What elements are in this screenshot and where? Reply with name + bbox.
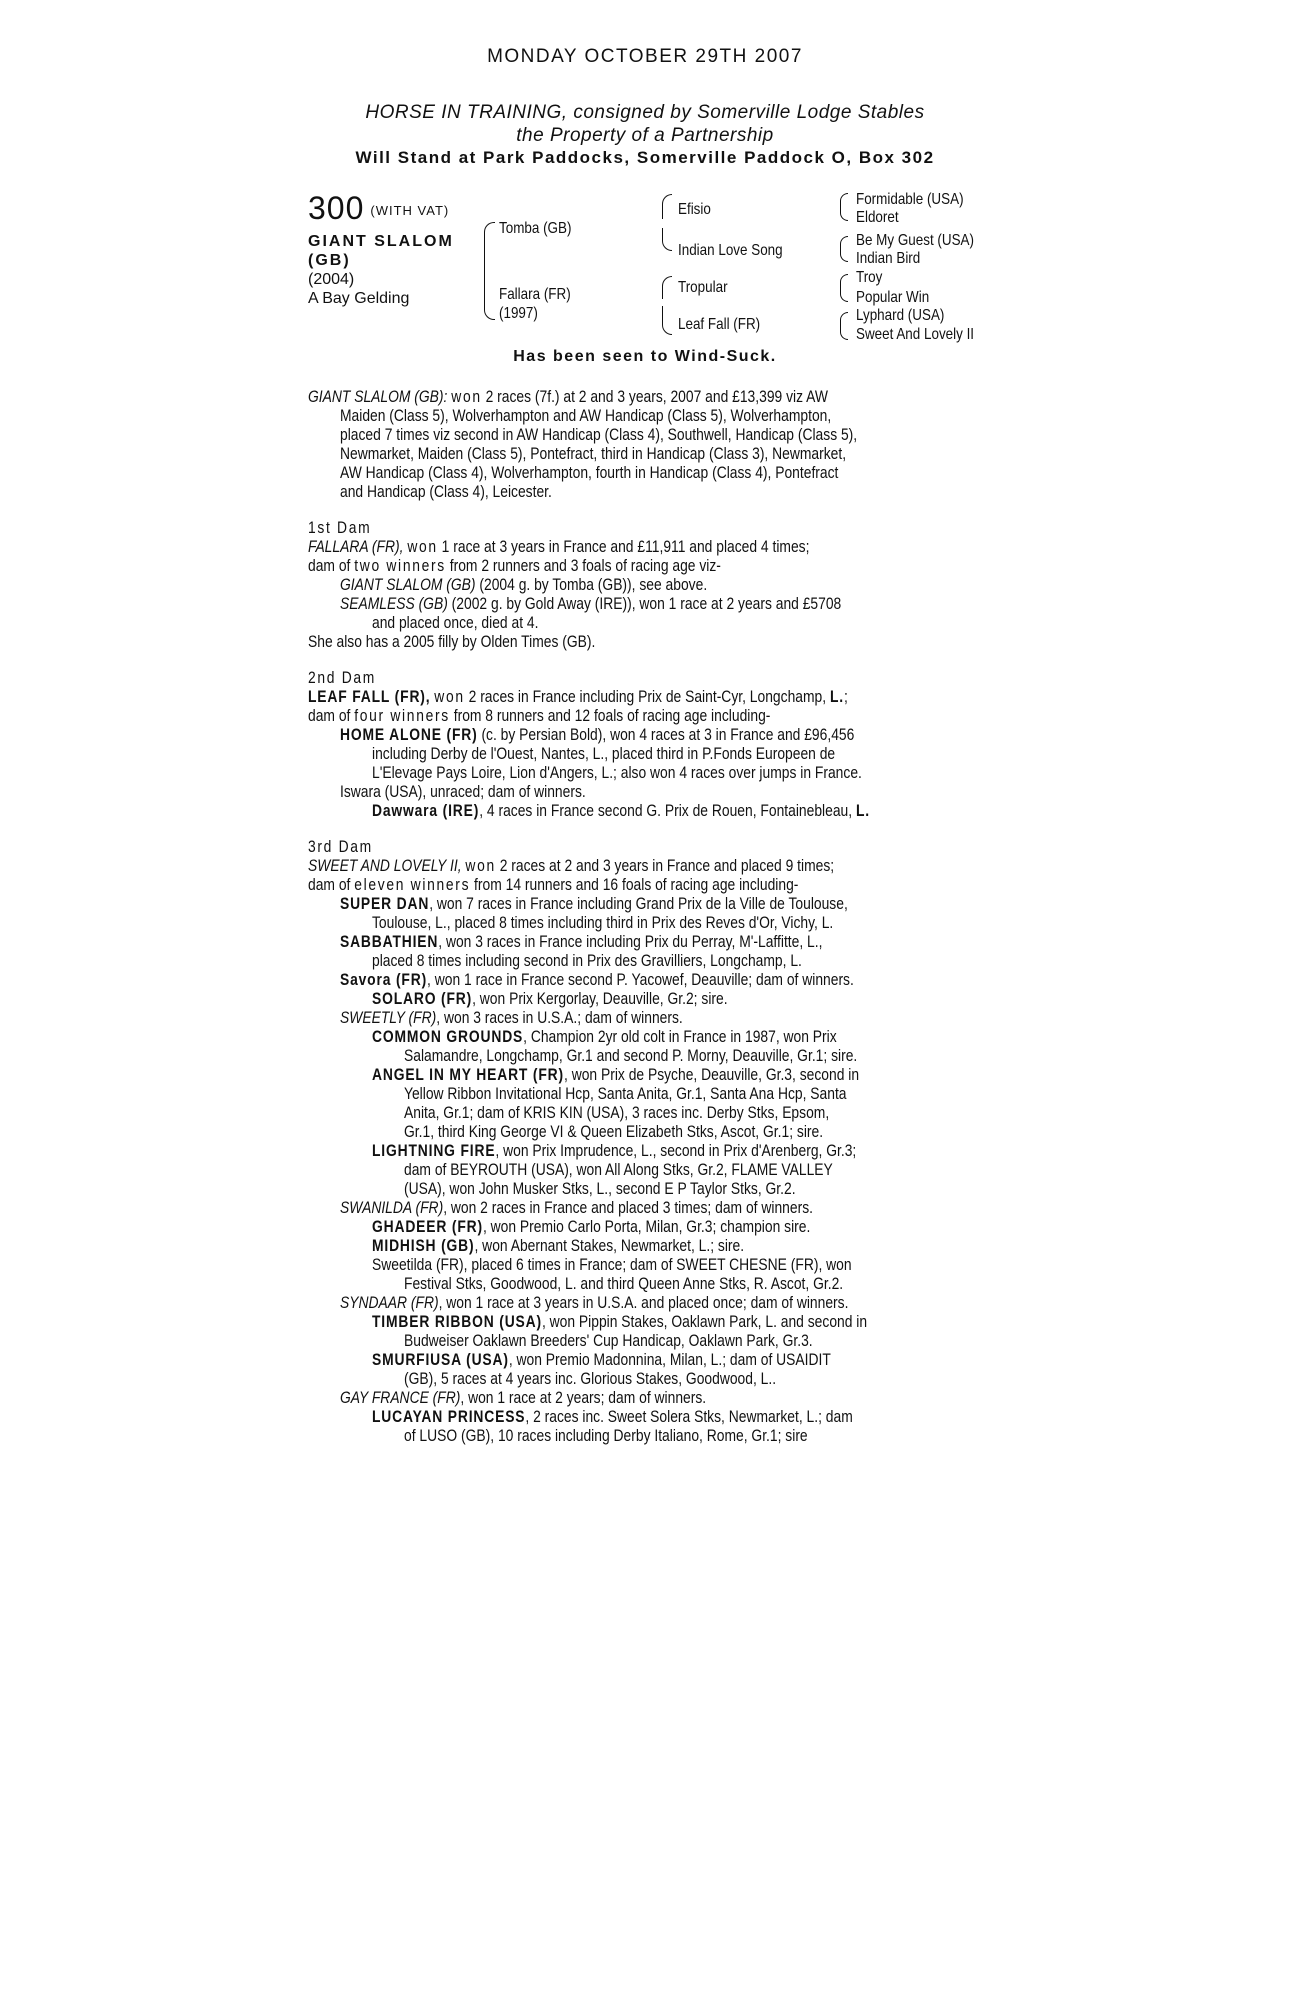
horse-name-bold: SMURFIUSA (USA)	[372, 1351, 509, 1369]
dam2-line: LEAF FALL (FR), won 2 races in France including Prix de Saint-Cyr, Longchamp, L.;	[308, 688, 848, 706]
dam3-line: SWEET AND LOVELY II, won 2 races at 2 and 3 years in France and placed 9 times;	[308, 857, 835, 875]
progeny-text: Sweetilda (FR), placed 6 times in France; dam of SWEET CHESNE (FR), won	[372, 1256, 852, 1274]
wind-suck-note: Has been seen to Wind-Suck.	[513, 348, 777, 365]
horse-name-bold: SOLARO (FR)	[372, 990, 473, 1008]
record-line: placed 7 times viz second in AW Handicap (Class 4), Southwell, Handicap (Class 5),	[340, 426, 858, 444]
horse-name-bold: LUCAYAN PRINCESS	[372, 1408, 526, 1426]
record-line: Newmarket, Maiden (Class 5), Pontefract, third in Handicap (Class 3), Newmarket,	[340, 445, 847, 463]
progeny-text: Toulouse, L., placed 8 times including third in Prix des Reves d'Or, Vichy, L.	[372, 914, 834, 932]
pedigree-bracket-ds	[840, 274, 848, 302]
pedigree-sire-dam: Indian Love Song	[678, 242, 783, 259]
pedigree-sds: Be My Guest (USA)	[856, 232, 975, 249]
dam3-progeny-line	[340, 1389, 928, 1408]
pedigree-dsd: Popular Win	[856, 289, 930, 306]
progeny-text: of LUSO (GB), 10 races including Derby Italiano, Rome, Gr.1; sire	[404, 1427, 808, 1445]
dam1-line: FALLARA (FR), won 1 race at 3 years in France and £11,911 and placed 4 times;	[308, 538, 810, 556]
dam2-line: dam of four winners from 8 runners and 12 foals of racing age including-	[308, 707, 771, 725]
progeny-text: dam of BEYROUTH (USA), won All Along Stks, Gr.2, FLAME VALLEY	[404, 1161, 833, 1179]
dam3-progeny-line	[372, 952, 960, 971]
horse-year: (2004)	[308, 271, 355, 288]
consignor-line: HORSE IN TRAINING, consigned by Somerville Lodge Stables	[365, 102, 925, 123]
location-line: Will Stand at Park Paddocks, Somerville Paddock O, Box 302	[355, 148, 935, 167]
progeny-text: , won 2 races in France and placed 3 times; dam of winners.	[443, 1199, 813, 1217]
dam3-progeny-line	[372, 1218, 960, 1237]
horse-name: GIANT SLALOM (GB)	[308, 233, 454, 269]
record-line: AW Handicap (Class 4), Wolverhampton, fourth in Handicap (Class 4), Pontefract	[340, 464, 839, 482]
pedigree-bracket-sire-bot	[662, 228, 672, 251]
dam3-progeny-line	[372, 1142, 960, 1161]
dam3-progeny-line	[372, 1408, 960, 1427]
dam2-progeny: Dawwara (IRE), 4 races in France second G. Prix de Rouen, Fontainebleau, L.	[372, 802, 870, 820]
pedigree-bracket-dam-bot	[662, 306, 672, 335]
dam1-line: dam of two winners from 2 runners and 3 foals of racing age viz-	[308, 557, 721, 575]
dam3-progeny-line	[372, 914, 960, 933]
pedigree-dam-dam: Leaf Fall (FR)	[678, 316, 761, 333]
horse-sex: A Bay Gelding	[308, 290, 410, 307]
progeny-text: , won Abernant Stakes, Newmarket, L.; sire.	[474, 1237, 745, 1255]
dam3-heading: 3rd Dam	[308, 838, 373, 856]
record-line: and Handicap (Class 4), Leicester.	[340, 483, 552, 501]
pedigree-sdd: Indian Bird	[856, 250, 921, 267]
progeny-text: , won 3 races in U.S.A.; dam of winners.	[436, 1009, 683, 1027]
record-line: Maiden (Class 5), Wolverhampton and AW Handicap (Class 5), Wolverhampton,	[340, 407, 832, 425]
horse-name-italic: SWEETLY (FR)	[340, 1009, 437, 1027]
property-line: the Property of a Partnership	[516, 125, 774, 146]
pedigree-bracket-sire-top	[662, 194, 672, 219]
dam3-progeny-line	[340, 1294, 928, 1313]
dam3-progeny-line	[340, 1009, 928, 1028]
pedigree-sss: Formidable (USA)	[856, 191, 964, 208]
dam3-progeny-line	[404, 1332, 992, 1351]
dam2-progeny: HOME ALONE (FR) (c. by Persian Bold), won 4 races at 3 in France and £96,456	[340, 726, 855, 744]
dam3-progeny-line	[340, 933, 928, 952]
lot-number: 300 (WITH VAT)	[308, 190, 450, 226]
progeny-text: , won 1 race at 3 years in U.S.A. and placed once; dam of winners.	[438, 1294, 849, 1312]
progeny-text: , won 1 race in France second P. Yacowef, Deauville; dam of winners.	[427, 971, 854, 989]
dam3-progeny-line	[404, 1161, 992, 1180]
pedigree-dam: Fallara (FR)	[499, 286, 571, 303]
dam3-progeny-line	[404, 1427, 992, 1446]
dam3-progeny-line	[404, 1370, 992, 1389]
dam3-line: dam of eleven winners from 14 runners and 16 foals of racing age including-	[308, 876, 799, 894]
pedigree-bracket-dd	[840, 312, 848, 340]
progeny-text: , won Prix de Psyche, Deauville, Gr.3, second in	[563, 1066, 860, 1084]
dam1-progeny: GIANT SLALOM (GB) (2004 g. by Tomba (GB)), see above.	[340, 576, 708, 594]
dam3-progeny-line	[372, 1256, 960, 1275]
pedigree-sire-sire: Efisio	[678, 201, 711, 218]
sale-date: MONDAY OCTOBER 29TH 2007	[487, 46, 803, 67]
dam3-progeny-line	[404, 1180, 992, 1199]
pedigree-dds: Lyphard (USA)	[856, 307, 945, 324]
progeny-text: , won Premio Madonnina, Milan, L.; dam of USAIDIT	[508, 1351, 831, 1369]
pedigree-dam-sire: Tropular	[678, 279, 728, 296]
progeny-text: , Champion 2yr old colt in France in 1987, won Prix	[523, 1028, 837, 1046]
progeny-text: , won Prix Imprudence, L., second in Prix d'Arenberg, Gr.3;	[495, 1142, 857, 1160]
pedigree-dam-year: (1997)	[499, 305, 538, 322]
pedigree-ssd: Eldoret	[856, 209, 899, 226]
horse-name-bold: Savora (FR)	[340, 971, 428, 989]
progeny-text: , 2 races inc. Sweet Solera Stks, Newmarket, L.; dam	[525, 1408, 853, 1426]
horse-name-bold: TIMBER RIBBON (USA)	[372, 1313, 542, 1331]
horse-name-italic: GAY FRANCE (FR)	[340, 1389, 461, 1407]
horse-name-italic: SWANILDA (FR)	[340, 1199, 444, 1217]
progeny-text: , won 3 races in France including Prix du Perray, M'-Laffitte, L.,	[438, 933, 823, 951]
pedigree-bracket-gen1	[484, 222, 495, 320]
pedigree-bracket-dam-top	[662, 276, 672, 299]
progeny-text: (GB), 5 races at 4 years inc. Glorious Stakes, Goodwood, L..	[404, 1370, 777, 1388]
horse-name-bold: LIGHTNING FIRE	[372, 1142, 496, 1160]
dam2-progeny: Iswara (USA), unraced; dam of winners.	[340, 783, 586, 801]
progeny-text: Budweiser Oaklawn Breeders' Cup Handicap, Oaklawn Park, Gr.3.	[404, 1332, 813, 1350]
dam2-progeny: including Derby de l'Ouest, Nantes, L., placed third in P.Fonds Europeen de	[372, 745, 836, 763]
progeny-text: Yellow Ribbon Invitational Hcp, Santa Anita, Gr.1, Santa Ana Hcp, Santa	[404, 1085, 847, 1103]
dam2-heading: 2nd Dam	[308, 669, 377, 687]
horse-name-bold: MIDHISH (GB)	[372, 1237, 475, 1255]
dam3-progeny-line	[340, 1199, 928, 1218]
progeny-text: placed 8 times including second in Prix des Gravilliers, Longchamp, L.	[372, 952, 802, 970]
progeny-text: (USA), won John Musker Stks, L., second E P Taylor Stks, Gr.2.	[404, 1180, 796, 1198]
dam3-progeny-line	[404, 1047, 992, 1066]
dam3-progeny-line	[340, 971, 928, 990]
progeny-text: Salamandre, Longchamp, Gr.1 and second P. Morny, Deauville, Gr.1; sire.	[404, 1047, 858, 1065]
dam3-progeny-line	[404, 1085, 992, 1104]
progeny-text: , won Prix Kergorlay, Deauville, Gr.2; sire.	[472, 990, 728, 1008]
pedigree-bracket-ss	[840, 193, 848, 221]
pedigree-bracket-sd	[840, 236, 848, 262]
vat-label: (WITH VAT)	[370, 203, 450, 219]
progeny-text: Gr.1, third King George VI & Queen Elizabeth Stks, Ascot, Gr.1; sire.	[404, 1123, 824, 1141]
horse-name-bold: GHADEER (FR)	[372, 1218, 483, 1236]
record-line: GIANT SLALOM (GB): won 2 races (7f.) at 2 and 3 years, 2007 and £13,399 viz AW	[308, 388, 828, 406]
horse-name-bold: SABBATHIEN	[340, 933, 439, 951]
dam3-progeny-line	[404, 1123, 992, 1142]
pedigree-ddd: Sweet And Lovely II	[856, 326, 975, 343]
dam3-progeny-line	[340, 895, 928, 914]
horse-name-bold: COMMON GROUNDS	[372, 1028, 524, 1046]
progeny-text: , won 7 races in France including Grand Prix de la Ville de Toulouse,	[429, 895, 848, 913]
dam1-line: She also has a 2005 filly by Olden Times (GB).	[308, 633, 596, 651]
pedigree-sire: Tomba (GB)	[499, 220, 572, 237]
dam1-progeny: SEAMLESS (GB) (2002 g. by Gold Away (IRE)), won 1 race at 2 years and £5708	[340, 595, 842, 613]
dam1-heading: 1st Dam	[308, 519, 372, 537]
dam3-progeny-line	[404, 1104, 992, 1123]
dam2-progeny: L'Elevage Pays Loire, Lion d'Angers, L.; also won 4 races over jumps in France.	[372, 764, 862, 782]
progeny-text: , won Premio Carlo Porta, Milan, Gr.3; champion sire.	[482, 1218, 811, 1236]
dam3-progeny-line	[372, 1237, 960, 1256]
dam3-progeny-line	[372, 1313, 960, 1332]
progeny-text: , won 1 race at 2 years; dam of winners.	[460, 1389, 707, 1407]
dam3-progeny-line	[372, 1351, 960, 1370]
dam3-progeny-line	[372, 1066, 960, 1085]
dam1-progeny: and placed once, died at 4.	[372, 614, 539, 632]
progeny-text: , won Pippin Stakes, Oaklawn Park, L. and second in	[541, 1313, 868, 1331]
pedigree-dss: Troy	[856, 269, 883, 286]
progeny-text: Festival Stks, Goodwood, L. and third Queen Anne Stks, R. Ascot, Gr.2.	[404, 1275, 844, 1293]
dam3-progeny-line	[372, 990, 960, 1009]
dam3-progeny-line	[372, 1028, 960, 1047]
dam3-progeny-line	[404, 1275, 992, 1294]
progeny-text: Anita, Gr.1; dam of KRIS KIN (USA), 3 races inc. Derby Stks, Epsom,	[404, 1104, 830, 1122]
horse-name-bold: SUPER DAN	[340, 895, 430, 913]
horse-name-italic: SYNDAAR (FR)	[340, 1294, 439, 1312]
horse-name-bold: ANGEL IN MY HEART (FR)	[372, 1066, 564, 1084]
